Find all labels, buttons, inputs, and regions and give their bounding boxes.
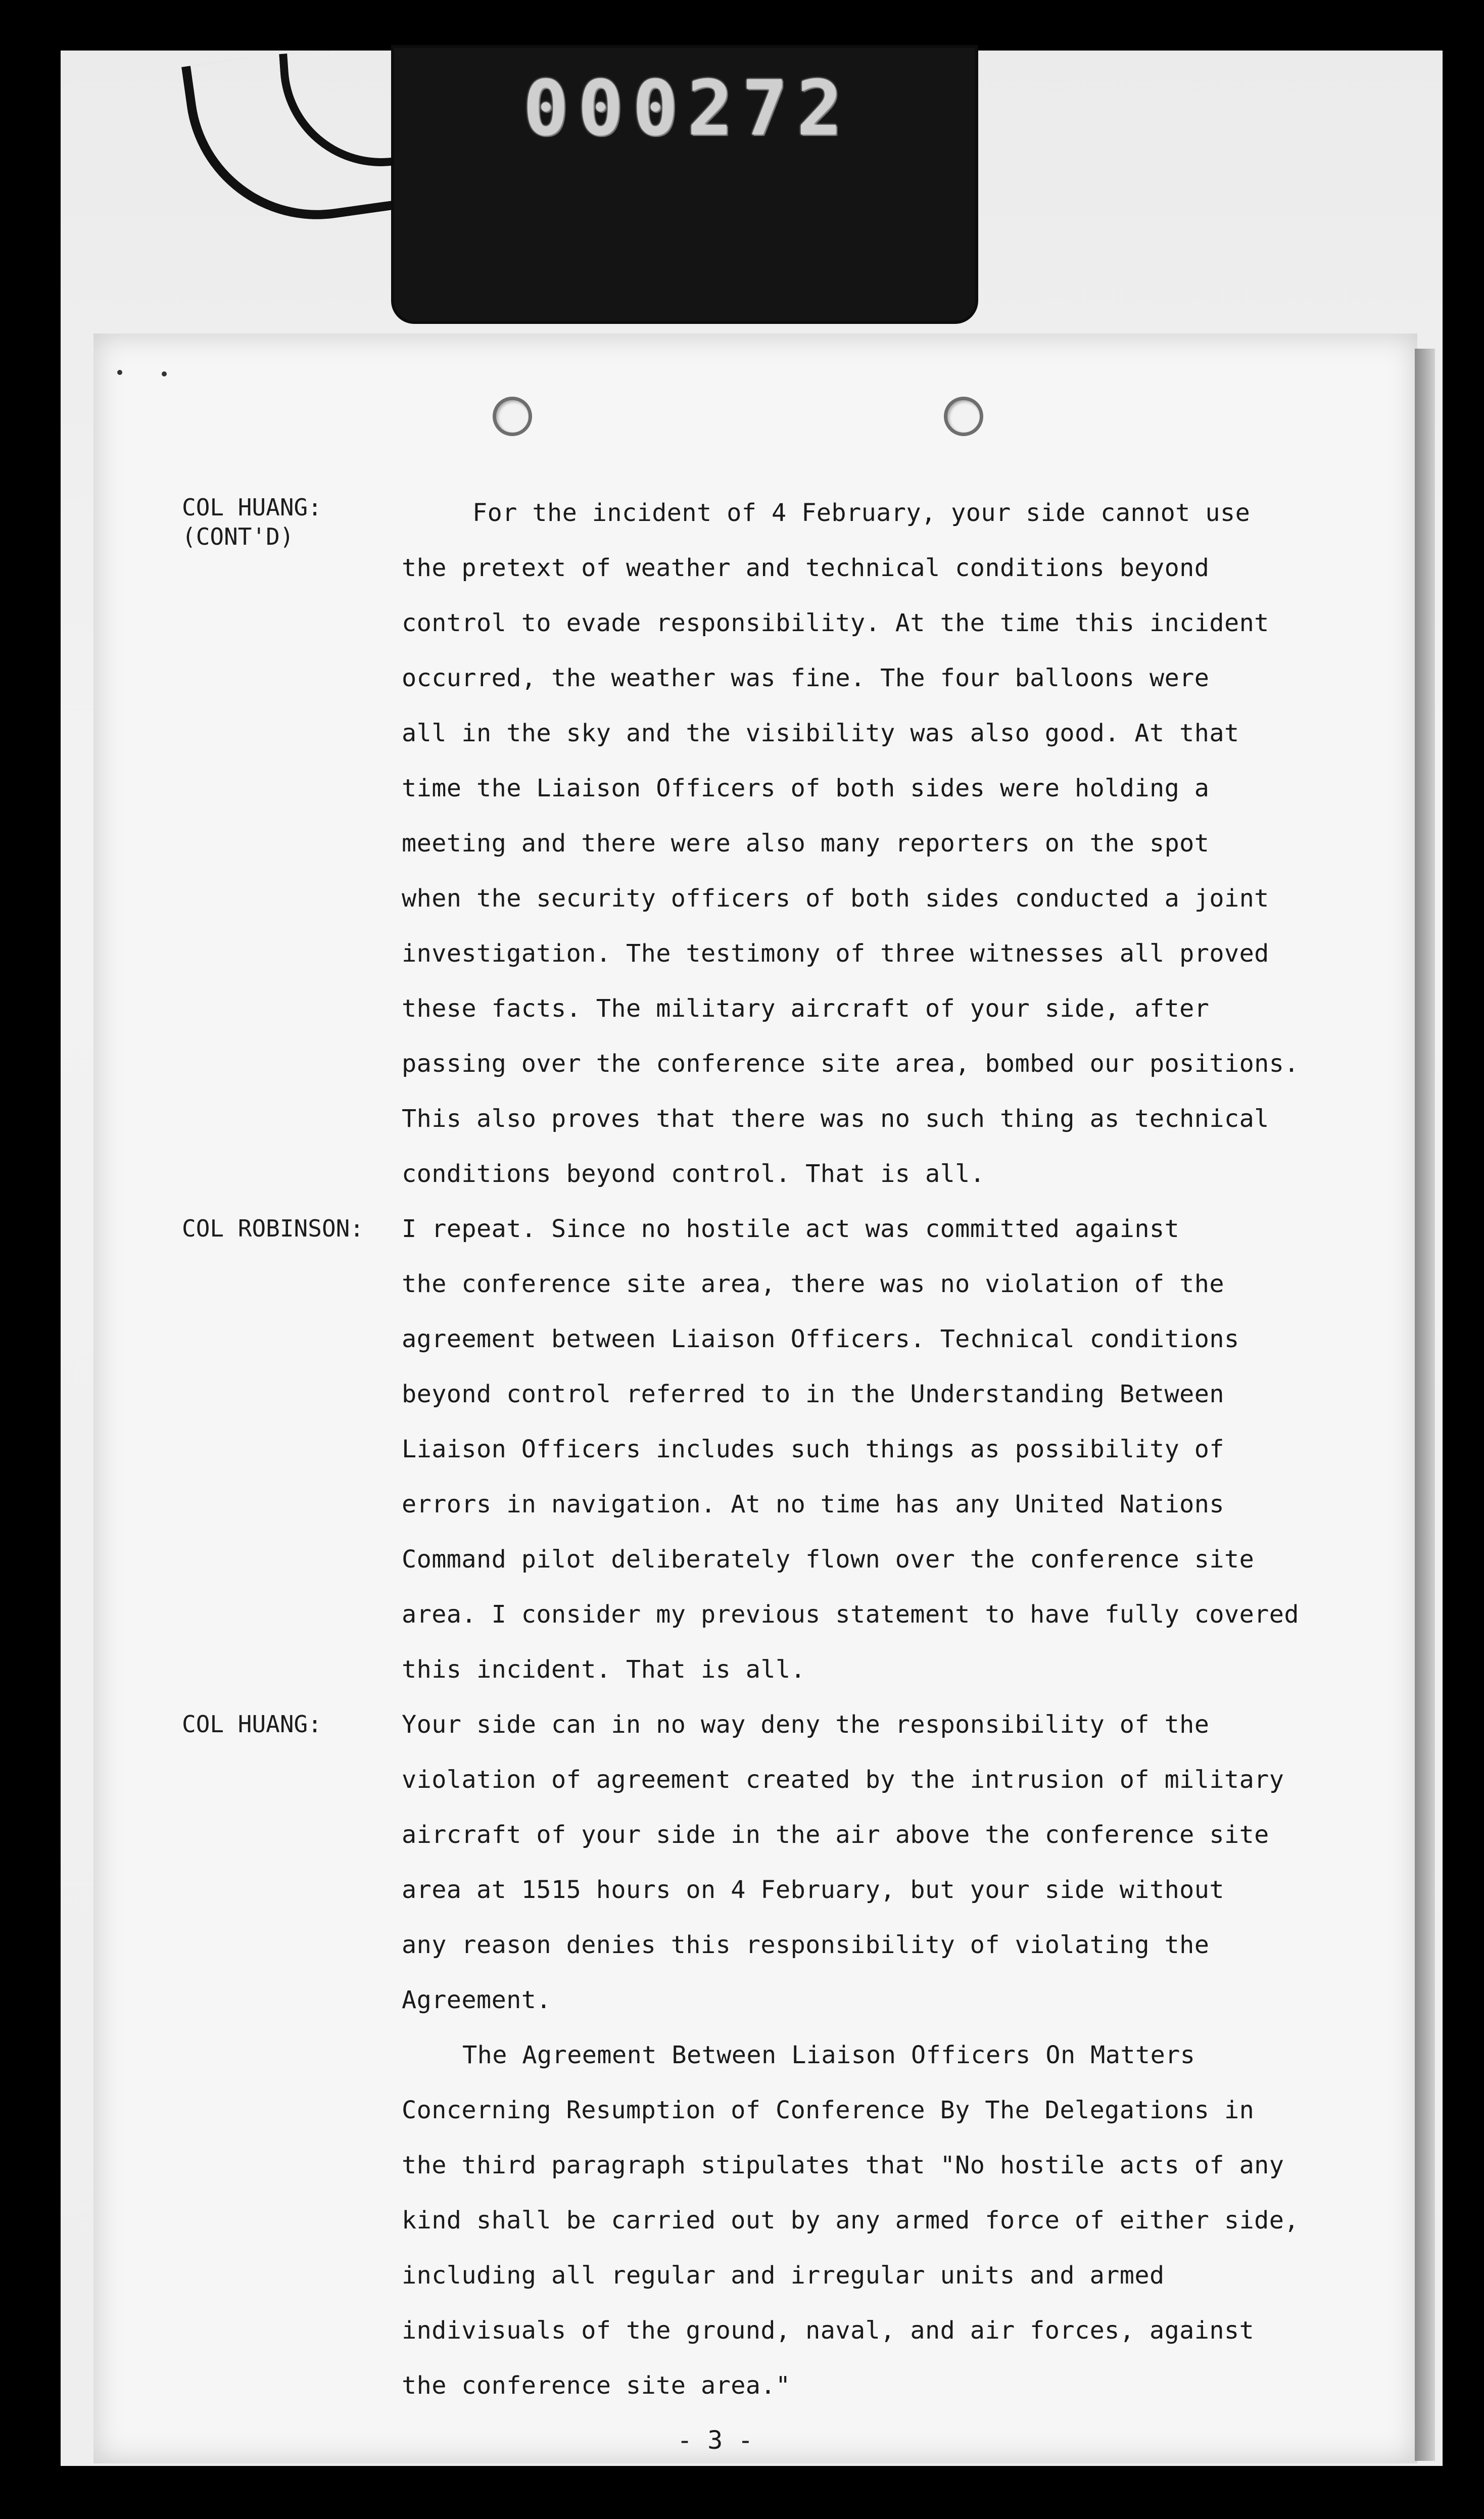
transcript-line: the pretext of weather and technical conditions beyond: [402, 554, 1210, 582]
transcript-line: agreement between Liaison Officers. Technical conditions: [402, 1325, 1239, 1353]
transcript-line: Concerning Resumption of Conference By The Delegations in: [402, 2096, 1255, 2124]
transcript-line: the conference site area, there was no violation of the: [402, 1270, 1224, 1298]
transcript-line: all in the sky and the visibility was also good. At that: [402, 719, 1239, 747]
transcript-line: Agreement.: [402, 1986, 551, 2014]
transcript-line: Command pilot deliberately flown over the conference site: [402, 1545, 1255, 1574]
transcript-line: time the Liaison Officers of both sides were holding a: [402, 774, 1210, 802]
transcript-line: occurred, the weather was fine. The four balloons were: [402, 664, 1210, 692]
transcript-line: passing over the conference site area, bombed our positions.: [402, 1050, 1299, 1078]
transcript-line: meeting and there were also many reporters on the spot: [402, 829, 1210, 858]
transcript-line: any reason denies this responsibility of violating the: [402, 1931, 1210, 1959]
document-number-stamp: [394, 48, 975, 321]
transcript-line: errors in navigation. At no time has any United Nations: [402, 1490, 1224, 1518]
transcript-line: For the incident of 4 February, your side cannot use: [472, 499, 1251, 527]
speaker-label: COL HUANG:: [182, 1710, 322, 1738]
transcript-line: Your side can in no way deny the responsibility of the: [402, 1710, 1210, 1739]
speaker-label: COL HUANG: (CONT'D): [182, 494, 322, 550]
transcript-line: these facts. The military aircraft of your side, after: [402, 994, 1210, 1023]
punch-hole: [493, 397, 532, 436]
transcript-line: indivisuals of the ground, naval, and air forces, against: [402, 2316, 1255, 2345]
transcript-line: This also proves that there was no such thing as technical: [402, 1105, 1269, 1133]
transcript-line: I repeat. Since no hostile act was committed against: [402, 1215, 1180, 1243]
transcript-line: beyond control referred to in the Understanding Between: [402, 1380, 1224, 1408]
transcript-line: area at 1515 hours on 4 February, but your side without: [402, 1876, 1224, 1904]
transcript-line: when the security officers of both sides conducted a joint: [402, 884, 1269, 913]
speck: [162, 371, 167, 376]
speck: [117, 370, 122, 375]
transcript-line: aircraft of your side in the air above the conference site: [402, 1821, 1269, 1849]
punch-hole: [944, 397, 983, 436]
transcript-line: the third paragraph stipulates that "No hostile acts of any: [402, 2151, 1284, 2179]
transcript-line: the conference site area.": [402, 2371, 791, 2400]
transcript-line: The Agreement Between Liaison Officers On Matters: [462, 2041, 1195, 2069]
stamp-number: 000272: [523, 65, 851, 153]
transcript-line: control to evade responsibility. At the time this incident: [402, 609, 1269, 637]
transcript-line: investigation. The testimony of three witnesses all proved: [402, 939, 1269, 968]
transcript-line: area. I consider my previous statement to have fully covered: [402, 1600, 1299, 1629]
page-edge: [1415, 349, 1435, 2461]
page-number: - 3 -: [677, 2426, 753, 2455]
transcript-line: conditions beyond control. That is all.: [402, 1160, 985, 1188]
transcript-line: this incident. That is all.: [402, 1655, 806, 1684]
speaker-label: COL ROBINSON:: [182, 1215, 364, 1242]
transcript-line: including all regular and irregular units and armed: [402, 2261, 1165, 2290]
transcript-line: Liaison Officers includes such things as possibility of: [402, 1435, 1224, 1463]
transcript-line: violation of agreement created by the intrusion of military: [402, 1766, 1284, 1794]
transcript-line: kind shall be carried out by any armed force of either side,: [402, 2206, 1299, 2235]
